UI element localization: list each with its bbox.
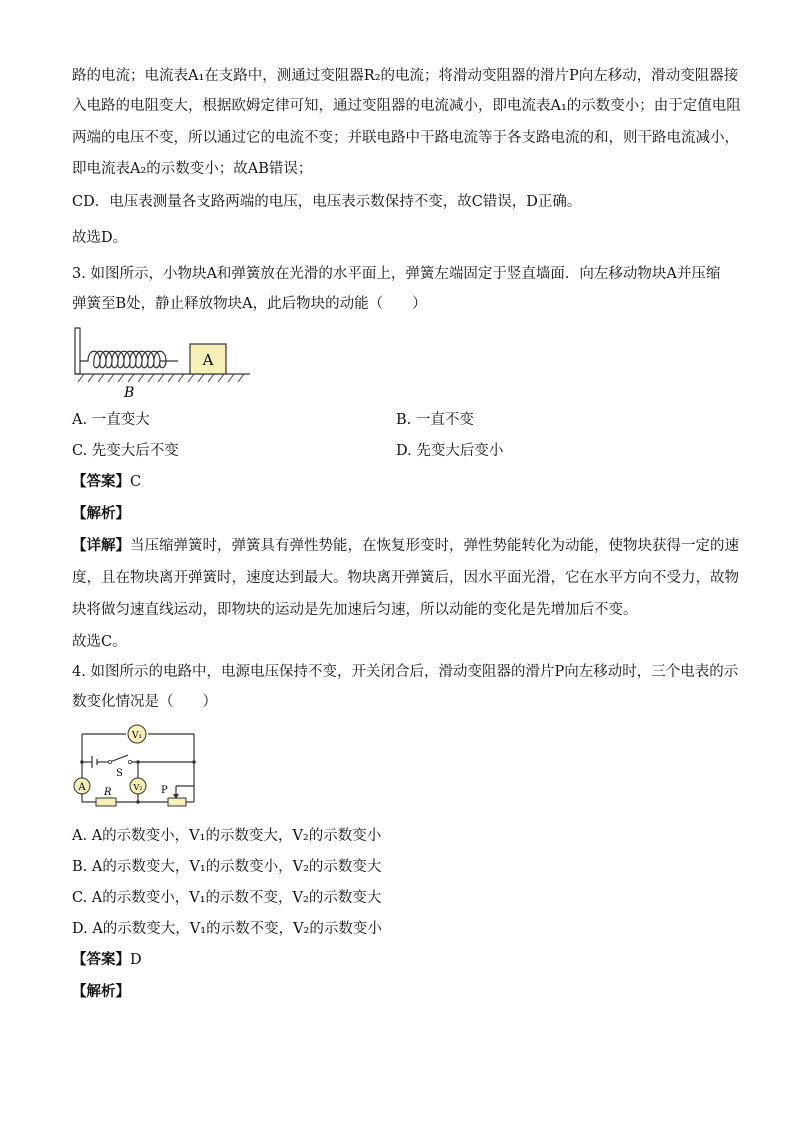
s-label: S [116,768,123,779]
r-label: R [104,787,112,798]
q3-option-c: C. 先变大后不变 [72,443,179,459]
q3-stem-line-2: 弹簧至B处，静止释放物块A，此后物块的动能（ ） [72,296,427,312]
q3-stem-line-1: 3. 如图所示，小物块A和弹簧放在光滑的水平面上，弹簧左端固定于竖直墙面．向左移动物块A并压缩 [72,266,721,282]
block-a-label: A [202,351,214,369]
analysis-tag: 【解析】 [72,983,130,1000]
resistor-r [96,798,116,806]
answer-value: C [130,474,142,490]
q4-stem-line-2: 数变化情况是（ ） [72,694,217,710]
v2-label: V₂ [133,783,143,792]
q3-detail-line-4: 故选C。 [72,634,127,650]
spring-coil [80,351,178,368]
q4-option-a: A. A的示数变小，V₁的示数变大，V₂的示数变小 [72,828,382,844]
prev-line-3: 两端的电压不变，所以通过它的电流不变；并联电路中干路电流等于各支路电流的和，则干路电流减小， [72,130,739,146]
rheostat [168,798,186,806]
q3-option-d: D. 先变大后变小 [396,443,504,459]
answer-tag: 【答案】 [72,951,130,968]
answer-tag: 【答案】 [72,473,130,490]
q3-option-b: B. 一直不变 [396,412,474,428]
answer-value: D [130,952,142,968]
prev-line-4: 即电流表A₂的示数变小；故AB错误； [72,161,313,177]
q3-detail-line-3: 块将做匀速直线运动，即物块的运动是先加速后匀速，所以动能的变化是先增加后不变。 [72,602,638,618]
q3-detail-line-2: 度，且在物块离开弹簧时，速度达到最大。物块离开弹簧后，因水平面光滑，它在水平方向不受力，故物 [72,570,739,586]
point-b-label: B [124,385,135,401]
q4-option-d: D. A的示数变大，V₁的示数不变，V₂的示数变小 [72,921,382,937]
detail-tag: 【详解】 [72,537,130,554]
q4-option-b: B. A的示数变大，V₁的示数变小，V₂的示数变大 [72,859,382,875]
p-label: P [161,785,168,796]
prev-line-2: 入电路的电阻变大，根据欧姆定律可知，通过变阻器的电流减小，即电流表A₁的示数变小；由于定值电阻 [72,98,741,114]
q4-stem-line-1: 4. 如图所示的电路中，电源电压保持不变，开关闭合后，滑动变阻器的滑片P向左移动时，三个电表的示 [72,664,739,680]
q3-option-a: A. 一直变大 [72,412,150,428]
prev-line-5: CD．电压表测量各支路两端的电压，电压表示数保持不变，故C错误，D正确。 [72,194,582,210]
prev-line-1: 路的电流；电流表A₁在支路中，测通过变阻器R₂的电流；将滑动变阻器的滑片P向左移动，滑动变阻器接 [72,68,739,84]
q4-analysis-tag [72,982,130,1002]
q4-answer [72,950,142,970]
v1-label: V₁ [131,731,143,741]
analysis-tag: 【解析】 [72,505,130,522]
detail-text: 当压缩弹簧时，弹簧具有弹性势能，在恢复形变时，弹性势能转化为动能，使物块获得一定的速 [130,538,739,554]
q4-option-c: C. A的示数变小，V₁的示数不变，V₂的示数变大 [72,890,382,906]
spring-block-figure [70,322,255,402]
q3-detail-line-1 [72,536,739,556]
q3-answer [72,472,141,492]
circuit-figure [68,722,203,812]
q3-analysis-tag [72,504,130,524]
a-label: A [78,782,86,793]
prev-line-6: 故选D。 [72,230,128,246]
